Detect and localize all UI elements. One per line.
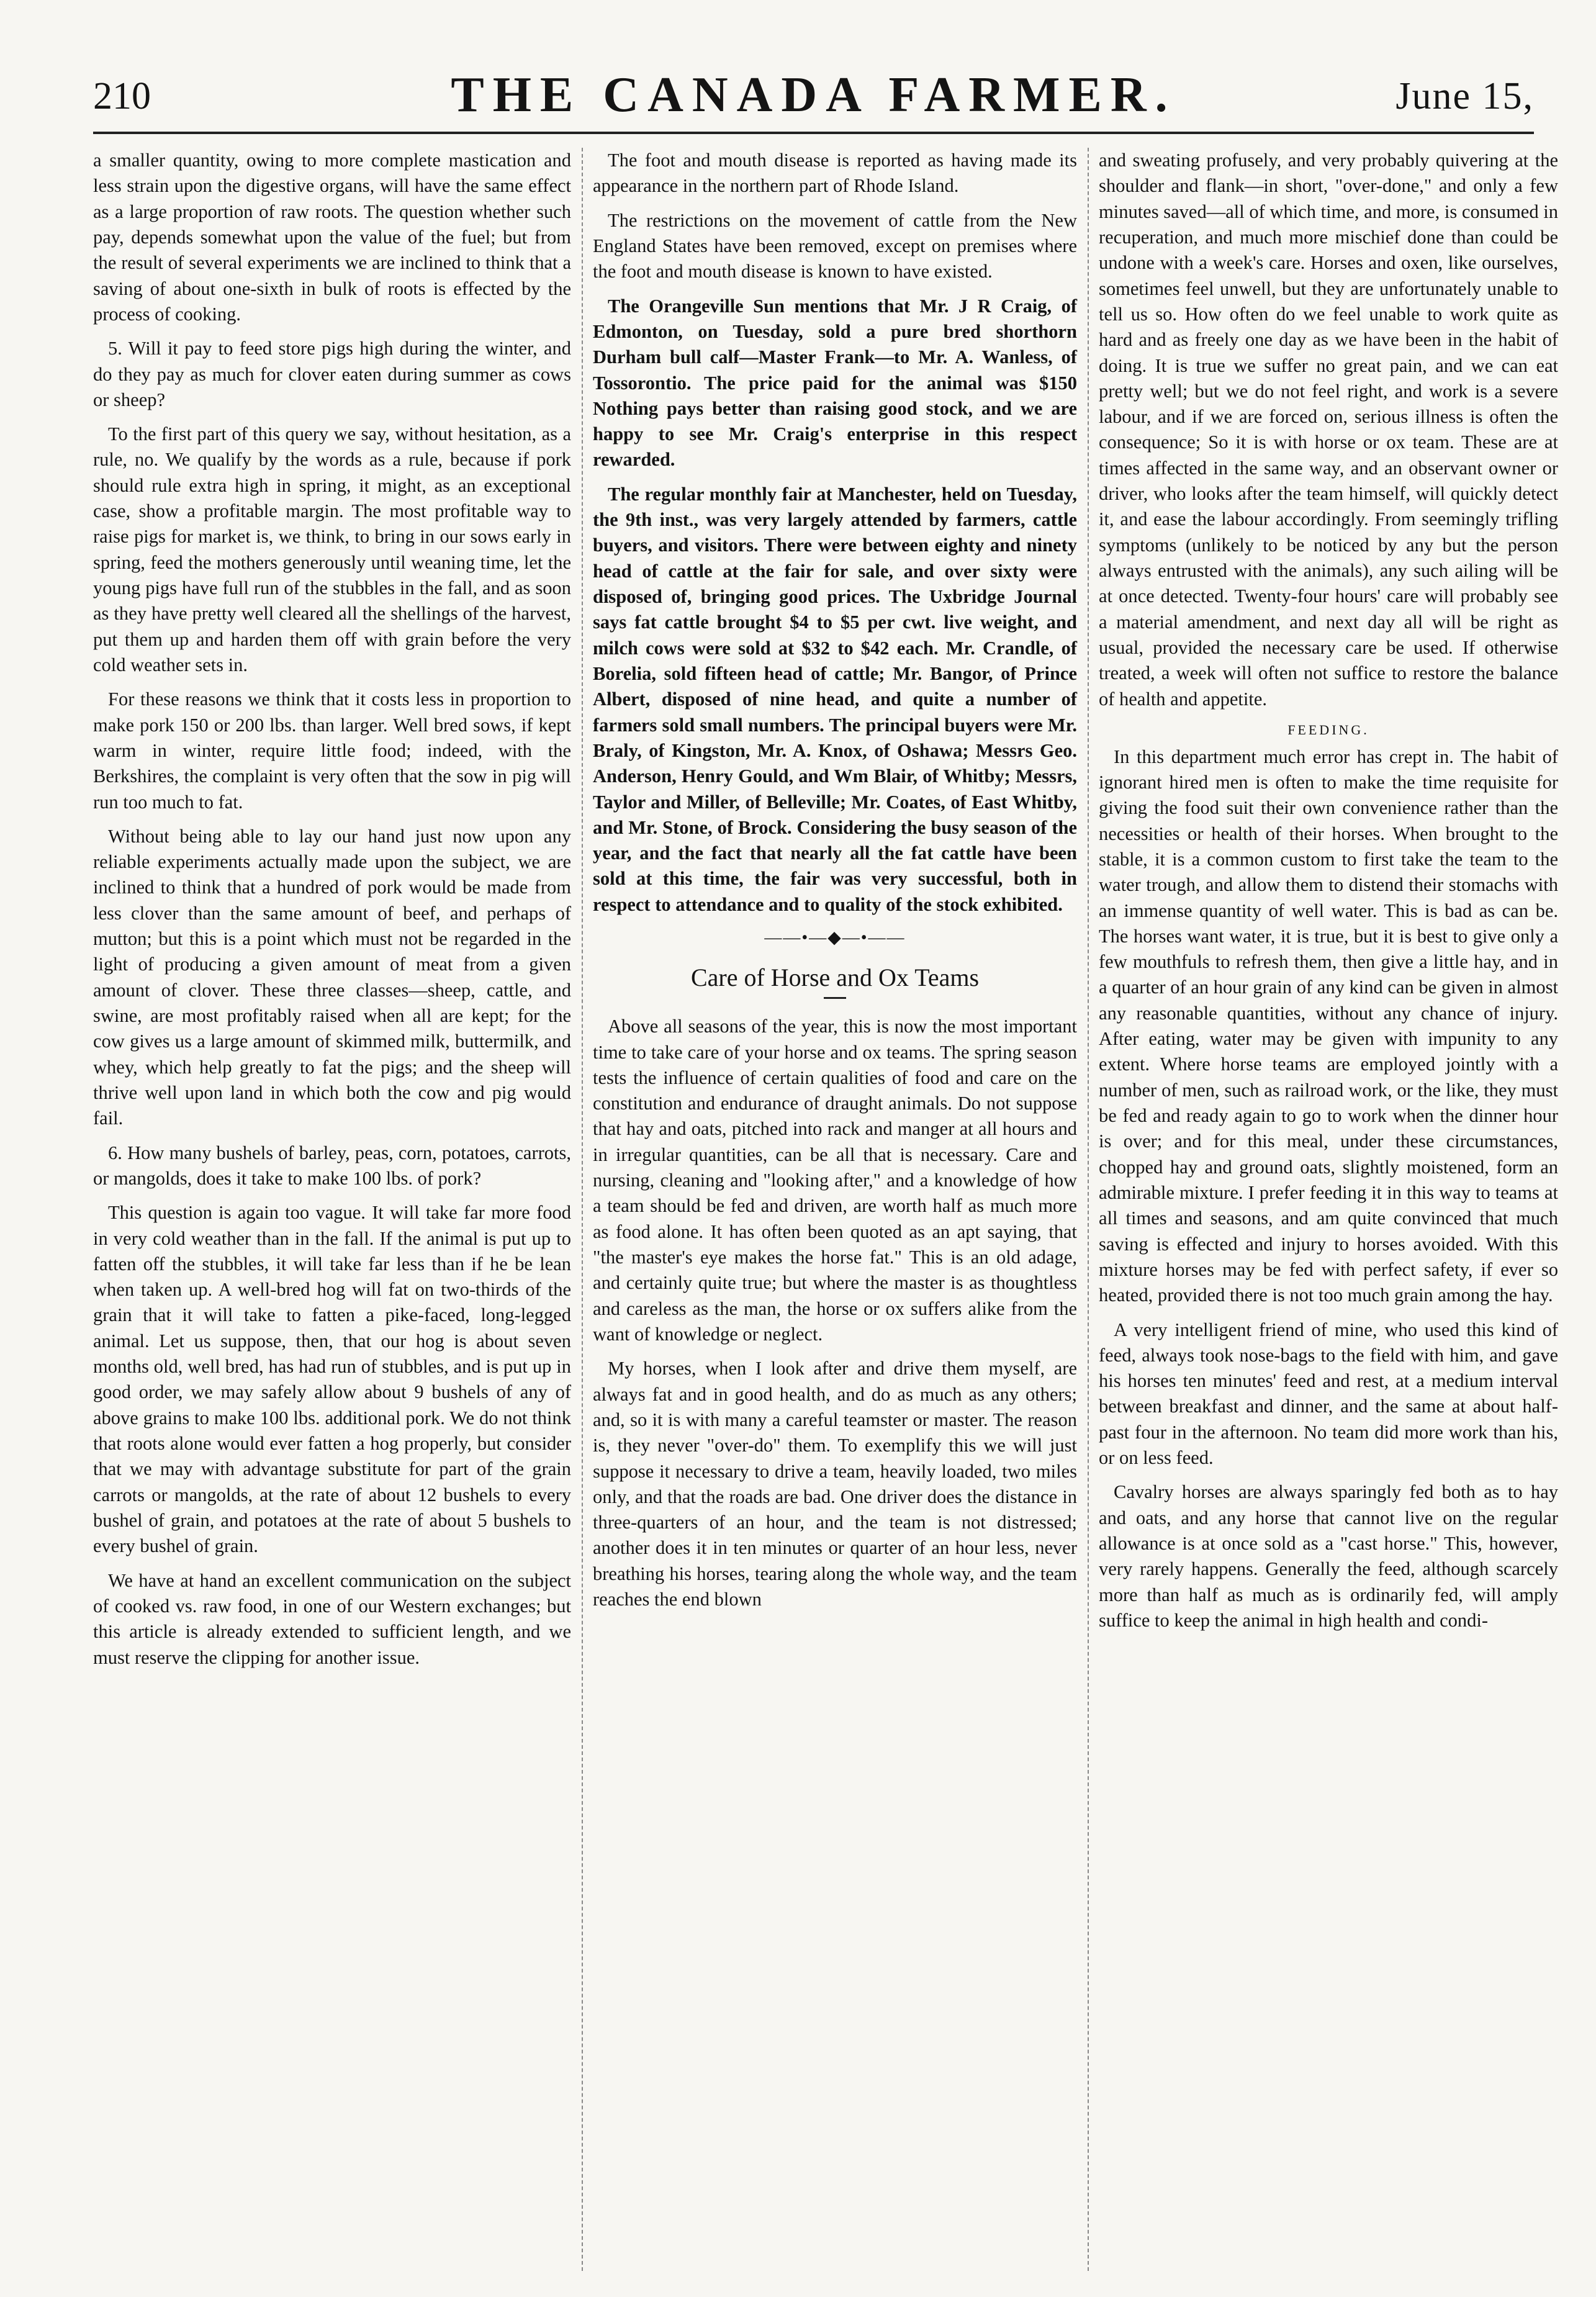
page-number: 210 [93, 75, 151, 117]
ornamental-divider: ——•—◆—•—— [764, 928, 906, 948]
article-paragraph: Above all seasons of the year, this is now the most important time to take care of your horse and ox teams. The spring season tests the influence of certain qualities of food and care on the constitution and endurance of draught animals. Do not suppose that hay and oats, pitched into rack and manger at all hours and in irregular quantities, can be all that is necessary. Care and nursing, cleaning and "looking after," and a knowledge of how a team should be fed and driven, are worth half as much more as food alone. It has often been quoted as an apt saying, that "the master's eye makes the horse fat." This is an old adage, and certainly quite true; but where the master is as thoughtless and careless as the man, the horse or ox suffers alike from the want of knowledge or neglect. [593, 1016, 1077, 1345]
article-paragraph: Cavalry horses are always sparingly fed both as to hay and oats, and any horse that cannot live on the regular allowance is at once sold as a "cast horse." This, however, very rarely happens. Generally the feed, although scarcely more than half as much as is ordinarily fed, will amply suffice to keep the animal in high health and condi- [1099, 1481, 1558, 1631]
column-2 [593, 148, 1077, 1621]
section-subhead: FEEDING. [1287, 721, 1369, 738]
paragraph: For these reasons we think that it costs less in proportion to make pork 150 or 200 lbs. than larger. Well bred sows, if kept warm in winter, require little food; indeed, with the Berkshires, the complaint is very often that the sow in pig will run too much to fat. [93, 688, 571, 813]
masthead-title: THE CANADA FARMER. [451, 68, 1176, 122]
question-paragraph: 5. Will it pay to feed store pigs high during the winter, and do they pay as much for clover eaten during summer as cows or sheep? [93, 338, 571, 410]
article-paragraph: A very intelligent friend of mine, who used this kind of feed, always took nose-bags to the field with him, and gave his horses ten minutes' feed and rest, at a medium interval between breakfast and dinner, and the same at about half-past four in the afternoon. No team did more work than his, or on less feed. [1099, 1319, 1558, 1469]
paragraph: To the first part of this query we say, without hesitation, as a rule, no. We qualify by the words as a rule, because if pork should rule extra high in spring, it might, as an exceptional case, show a profitable margin. The most profitable way to raise pigs for market is, we think, to bring in our sows early in spring, feed the mothers generously until weaning time, let the young pigs have full run of the stubbles in the fall, and as soon as they have pretty well cleared all the shellings of the harvest, put them up and harden them off with grain before the very cold weather sets in. [93, 423, 571, 675]
column-divider [582, 148, 583, 2271]
question-paragraph: 6. How many bushels of barley, peas, corn, potatoes, carrots, or mangolds, does it take to make 100 lbs. of pork? [93, 1142, 571, 1189]
title-rule [824, 997, 846, 999]
paragraph: This question is again too vague. It will take far more food in very cold weather than in the fall. If the animal is put up to fatten off the stubbles, it will take far less than if he be lean when taken up. A well-bred hog will fat on two-thirds of the grain that it will take to fatten a pike-faced, long-legged animal. Let us suppose, then, that our hog is about seven months old, well bred, has had run of stubbles, and is put up in good order, we may safely allow about 9 bushels of any of above grains to make 100 lbs. additional pork. We do not think that roots alone would ever fatten a hog properly, but consider that we may with advantage substitute for part of the grain carrots or mangolds, at the rate of about 12 bushels to every bushel of grain, and potatoes at the rate of about 5 bushels to every bushel of grain. [93, 1202, 571, 1557]
column-divider [1088, 148, 1089, 2271]
column-1 [93, 148, 571, 1679]
paragraph: Without being able to lay our hand just now upon any reliable experiments actually made upon the subject, we are inclined to think that a hundred of pork would be made from less clover than the same amount of beef, and perhaps of mutton; but this is a point which must not be regarded in the light of producing a given amount of meat from a given amount of clover. These three classes—sheep, cattle, and swine, are most profitably raised when all are kept; for the cow gives us a large amount of skimmed milk, buttermilk, and whey, which help greatly to fat the pigs; and the sheep will thrive well upon land in which both the cow and pig would fail. [93, 825, 571, 1129]
article-paragraph: In this department much error has crept in. The habit of ignorant hired men is often to make the time requisite for giving the food suit their own convenience rather than the necessities or health of their horses. When brought to the stable, it is a common custom to first take the team to the water trough, and allow them to distend their stomachs with an immense quantity of well water. This is bad as can be. The horses want water, it is true, but it is best to give only a few mouthfuls to refresh them, then give a little hay, and in a quarter of an hour grain of any kind can be given in almost any reasonable quantities, without any chance of injury. After eating, water may be given with impunity to any extent. Where horse teams are employed jointly with a number of men, such as railroad work, or the like, they must be fed and ready again to go to work when the dinner hour is over; and for this meal, under these circumstances, chopped hay and ground oats, slightly moistened, form an admirable mixture. I prefer feeding it in this way to teams at all times and seasons, and am quite convinced that much saving is effected and injury to horses avoided. With this mixture horses may be fed with perfect safety, if ever so heated, provided there is not too much grain among the hay. [1099, 746, 1558, 1306]
news-item: The restrictions on the movement of cattle from the New England States have been removed, except on premises where the foot and mouth disease is known to have existed. [593, 209, 1077, 282]
news-item-bold: The Orangeville Sun mentions that Mr. J R Craig, of Edmonton, on Tuesday, sold a pure bred shorthorn Durham bull calf—Master Frank—to Mr. A. Wanless, of Tossorontio. The price paid for the animal was $150 Nothing pays better than raising good stock, and we are happy to see Mr. Craig's enterprise in this respect rewarded. [593, 295, 1077, 471]
column-3 [1099, 148, 1558, 1642]
paragraph: We have at hand an excellent communication on the subject of cooked vs. raw food, in one of our Western exchanges; but this article is already extended to sufficient length, and we must reserve the clipping for another issue. [93, 1569, 571, 1668]
article-paragraph: and sweating profusely, and very probably quivering at the shoulder and flank—in short, "over-done," and only a few minutes saved—all of which time, and more, is consumed in recuperation, and much more mischief done than could be undone with a week's care. Horses and oxen, like ourselves, sometimes feel unwell, but they are unfortunately unable to tell us so. How often do we feel unable to work quite as hard and as freely one day as we have been in the habit of doing. It is true we suffer no great pain, and we can eat pretty well; but we do not feel right, and work is a severe labour, and if we are forced on, serious illness is often the consequence; So it is with horse or ox team. These are at times affected in the same way, and an observant owner or driver, who looks after the team himself, will quickly detect it, and ease the labour accordingly. From seemingly trifling symptoms (unlikely to be noticed by any but the person always entrusted with the animals), any such ailing will be at once detected. Twenty-four hours' care will probably see a material amendment, and next day all will be right as usual, provided the necessary care be used. If otherwise treated, a week will often not suffice to restore the balance of health and appetite. [1099, 150, 1558, 710]
news-item: The foot and mouth disease is reported as having made its appearance in the northern part of Rhode Island. [593, 150, 1077, 197]
article-paragraph: My horses, when I look after and drive them myself, are always fat and in good health, and do as much as any others; and, so it is with many a careful teamster or master. The reason is, they never "over-do" them. To exemplify this we will just suppose it necessary to drive a team, heavily loaded, two miles only, and that the roads are bad. One driver does the distance in three-quarters of an hour, and the team is not distressed; another does it in ten minutes or quarter of an hour less, never breathing his horses, tearing along the whole way, and the team reaches the end blown [593, 1358, 1077, 1610]
paragraph: a smaller quantity, owing to more complete mastication and less strain upon the digestive organs, will have the same effect as a large proportion of raw roots. The question whether such pay, depends somewhat upon the value of the fuel; but from the result of several experiments we are inclined to think that a saving of about one-sixth in bulk of roots is effected by the process of cooking. [93, 150, 571, 325]
header-rule [93, 132, 1534, 134]
page-header [93, 67, 1534, 123]
news-item-bold: The regular monthly fair at Manchester, held on Tuesday, the 9th inst., was very largely attended by farmers, cattle buyers, and visitors. There were between eighty and ninety head of cattle at the fair for sale, and over sixty were disposed of, bringing good prices. The Uxbridge Journal says fat cattle brought $4 to $5 per cwt. live weight, and milch cows were sold at $32 to $42 each. Mr. Crandle, of Borelia, sold fifteen head of cattle; Mr. Bangor, of Prince Albert, disposed of nine head, and quite a number of farmers sold small numbers. The principal buyers were Mr. Braly, of Kingston, Mr. A. Knox, of Oshawa; Messrs Geo. Anderson, Henry Gould, and Wm Blair, of Whitby; Messrs, Taylor and Miller, of Belleville; Mr. Coates, of East Whitby, and Mr. Stone, of Brock. Considering the busy season of the year, and the fact that nearly all the fat cattle have been sold at this time, the fair was very successful, both in respect to attendance and to quality of the stock exhibited. [593, 483, 1077, 915]
article-title: Care of Horse and Ox Teams [690, 963, 980, 991]
issue-date: June 15, [1395, 75, 1534, 117]
